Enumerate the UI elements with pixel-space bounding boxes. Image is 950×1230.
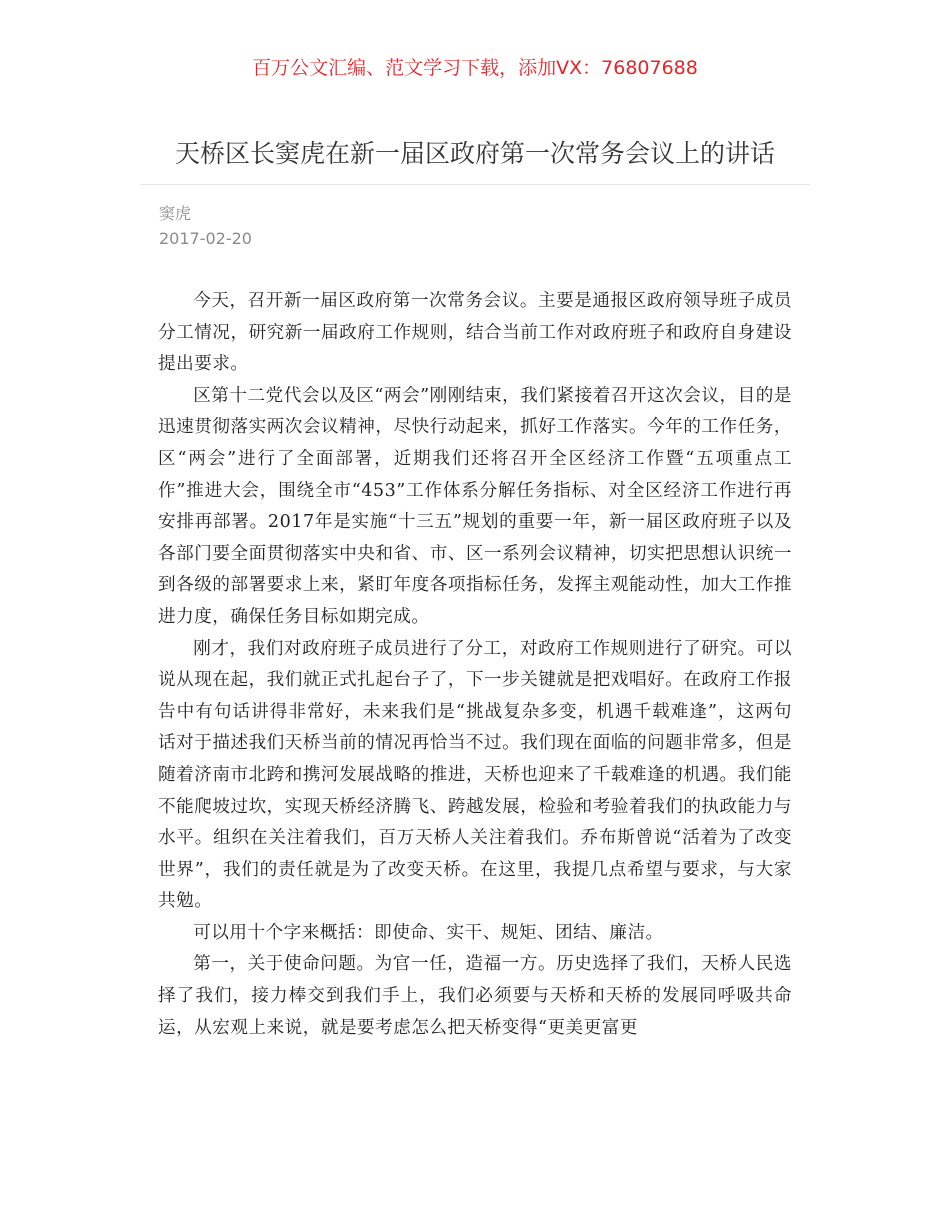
paragraph: 区第十二党代会以及区“两会”刚刚结束，我们紧接着召开这次会议，目的是迅速贯彻落实两次会议精神，尽快行动起来，抓好工作落实。今年的工作任务，区“两会”进行了全面部署，近期我们还将召开全区经济工作暨“五项重点工作”推进大会，围绕全市“453”工作体系分解任务指标、对全区经济工作进行再安排再部署。2017年是实施“十三五”规划的重要一年，新一届区政府班子以及各部门要全面贯彻落实中央和省、市、区一系列会议精神，切实把思想认识统一到各级的部署要求上来，紧盯年度各项指标任务，发挥主观能动性，加大工作推进力度，确保任务目标如期完成。 xyxy=(158,385,792,627)
article-body xyxy=(158,286,792,1044)
paragraph: 第一，关于使命问题。为官一任，造福一方。历史选择了我们，天桥人民选择了我们，接力棒交到我们手上，我们必须要与天桥和天桥的发展同呼吸共命运，从宏观上来说，就是要考虑怎么把天桥变得“更美更富更 xyxy=(158,954,792,1038)
promo-banner: 百万公文汇编、范文学习下载，添加VX：76807688 xyxy=(252,57,698,79)
title-divider xyxy=(140,184,810,185)
article-title: 天桥区长窦虎在新一届区政府第一次常务会议上的讲话 xyxy=(174,139,775,168)
article-author: 窦虎 xyxy=(159,204,192,223)
article-date: 2017-02-20 xyxy=(159,229,252,248)
paragraph: 刚才，我们对政府班子成员进行了分工，对政府工作规则进行了研究。可以说从现在起，我们就正式扎起台子了，下一步关键就是把戏唱好。在政府工作报告中有句话讲得非常好，未来我们是“挑战复杂多变，机遇千载难逢”，这两句话对于描述我们天桥当前的情况再恰当不过。我们现在面临的问题非常多，但是随着济南市北跨和携河发展战略的推进，天桥也迎来了千载难逢的机遇。我们能不能爬坡过坎，实现天桥经济腾飞、跨越发展，检验和考验着我们的执政能力与水平。组织在关注着我们，百万天桥人关注着我们。乔布斯曾说“活着为了改变世界”，我们的责任就是为了改变天桥。在这里，我提几点希望与要求，与大家共勉。 xyxy=(158,638,792,912)
paragraph: 今天，召开新一届区政府第一次常务会议。主要是通报区政府领导班子成员分工情况，研究新一届政府工作规则，结合当前工作对政府班子和政府自身建设提出要求。 xyxy=(158,291,792,375)
paragraph: 可以用十个字来概括：即使命、实干、规矩、团结、廉洁。 xyxy=(193,922,664,943)
